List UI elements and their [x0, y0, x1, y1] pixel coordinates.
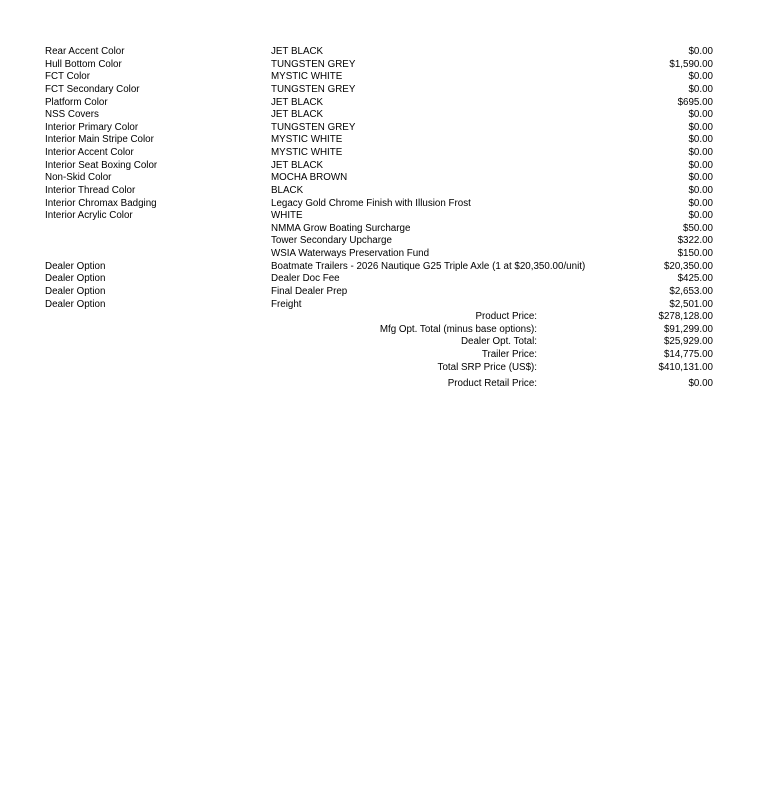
retail-price-row — [45, 378, 713, 391]
line-item-row — [45, 185, 713, 198]
line-item-description: MOCHA BROWN — [271, 172, 348, 184]
line-item-row — [45, 299, 713, 312]
line-item-price: $425.00 — [677, 273, 713, 285]
total-row-value: $278,128.00 — [658, 311, 713, 322]
line-item-description: Final Dealer Prep — [271, 285, 348, 297]
line-item-label: Dealer Option — [45, 298, 106, 310]
total-row-label: Product Price: — [475, 311, 537, 322]
total-row-label: Total SRP Price (US$): — [437, 361, 537, 373]
line-item-row — [45, 46, 713, 59]
line-item-row — [45, 235, 713, 248]
line-item-price: $20,350.00 — [663, 260, 713, 272]
total-row-value: $91,299.00 — [663, 323, 713, 335]
line-item-price: $150.00 — [677, 248, 713, 259]
total-row — [45, 324, 713, 337]
line-item-label: Interior Chromax Badging — [45, 197, 157, 209]
line-item-row — [45, 122, 713, 135]
line-item-price: $0.00 — [688, 71, 713, 83]
total-row-label: Dealer Opt. Total: — [460, 336, 537, 348]
line-item-row — [45, 286, 713, 299]
line-item-description: MYSTIC WHITE — [271, 71, 343, 83]
line-item-label: Interior Seat Boxing Color — [45, 159, 158, 171]
line-item-row — [45, 172, 713, 185]
line-item-description: BLACK — [271, 184, 304, 196]
line-item-label: Dealer Option — [45, 260, 106, 272]
line-item-row — [45, 84, 713, 97]
line-item-price: $2,653.00 — [669, 285, 713, 297]
total-row — [45, 336, 713, 349]
line-item-row — [45, 109, 713, 122]
line-item-price: $0.00 — [688, 121, 713, 133]
line-item-label: Non-Skid Color — [45, 172, 112, 184]
line-item-description: Tower Secondary Upcharge — [271, 235, 392, 247]
line-item-label: Platform Color — [45, 96, 108, 108]
line-item-description: NMMA Grow Boating Surcharge — [271, 222, 411, 234]
line-item-price: $0.00 — [688, 83, 713, 95]
line-item-label: Interior Main Stripe Color — [45, 134, 154, 146]
line-item-row — [45, 223, 713, 236]
line-item-price: $0.00 — [688, 46, 713, 57]
line-item-description: WHITE — [271, 210, 303, 222]
totals-section — [45, 311, 713, 374]
line-item-description: MYSTIC WHITE — [271, 147, 343, 158]
line-item-description: Boatmate Trailers - 2026 Nautique G25 Triple Axle (1 at $20,350.00/unit) — [271, 260, 586, 272]
line-item-row — [45, 59, 713, 72]
line-item-row — [45, 71, 713, 84]
line-item-description: Freight — [271, 298, 302, 310]
line-item-label: Interior Accent Color — [45, 147, 134, 158]
line-item-price: $695.00 — [677, 96, 713, 108]
line-item-label: Interior Acrylic Color — [45, 210, 133, 222]
line-item-description: Dealer Doc Fee — [271, 273, 340, 285]
line-item-row — [45, 134, 713, 147]
line-item-label: Interior Primary Color — [45, 121, 139, 133]
total-row — [45, 349, 713, 362]
line-item-price: $0.00 — [688, 159, 713, 171]
total-row — [45, 362, 713, 375]
retail-price-label: Product Retail Price: — [447, 378, 537, 389]
line-item-row — [45, 160, 713, 173]
line-item-row — [45, 210, 713, 223]
line-item-price: $50.00 — [683, 222, 713, 234]
line-item-label — [45, 248, 271, 261]
line-item-description: JET BLACK — [271, 109, 324, 121]
line-item-description: TUNGSTEN GREY — [271, 83, 356, 95]
line-item-label: NSS Covers — [45, 109, 99, 121]
line-item-row — [45, 147, 713, 160]
line-item-description: JET BLACK — [271, 159, 324, 171]
line-item-label: Hull Bottom Color — [45, 58, 122, 70]
line-item-description: Legacy Gold Chrome Finish with Illusion Frost — [271, 197, 471, 209]
line-item-description: JET BLACK — [271, 96, 324, 108]
line-item-price: $322.00 — [677, 235, 713, 247]
option-line-items-table — [45, 46, 713, 311]
line-item-description: JET BLACK — [271, 46, 324, 57]
total-row-label: Trailer Price: — [481, 348, 537, 360]
line-item-description: MYSTIC WHITE — [271, 134, 343, 146]
line-item-label — [45, 235, 271, 248]
line-item-row — [45, 248, 713, 261]
retail-price-value: $0.00 — [688, 378, 713, 389]
line-item-description: TUNGSTEN GREY — [271, 121, 356, 133]
line-item-label: Rear Accent Color — [45, 46, 125, 57]
line-item-description: TUNGSTEN GREY — [271, 58, 356, 70]
line-item-label: FCT Secondary Color — [45, 83, 140, 95]
total-row-value: $14,775.00 — [663, 348, 713, 360]
line-item-label: Interior Thread Color — [45, 184, 136, 196]
total-row-label: Mfg Opt. Total (minus base options): — [379, 323, 537, 335]
line-item-price: $0.00 — [688, 134, 713, 146]
line-item-row — [45, 273, 713, 286]
line-item-label: Dealer Option — [45, 285, 106, 297]
line-item-row — [45, 198, 713, 211]
line-item-price: $0.00 — [688, 147, 713, 158]
line-item-label: Dealer Option — [45, 273, 106, 285]
line-item-price: $0.00 — [688, 109, 713, 121]
line-item-price: $0.00 — [688, 197, 713, 209]
line-item-row — [45, 97, 713, 110]
line-item-price: $0.00 — [688, 210, 713, 222]
line-item-row — [45, 261, 713, 274]
line-item-price: $1,590.00 — [669, 58, 713, 70]
line-item-description: WSIA Waterways Preservation Fund — [271, 248, 430, 259]
line-item-price: $2,501.00 — [669, 298, 713, 310]
line-item-label: FCT Color — [45, 71, 90, 83]
line-item-label — [45, 223, 271, 236]
line-item-price: $0.00 — [688, 184, 713, 196]
total-row — [45, 311, 713, 324]
line-item-price: $0.00 — [688, 172, 713, 184]
total-row-value: $410,131.00 — [658, 361, 713, 373]
total-row-value: $25,929.00 — [663, 336, 713, 348]
